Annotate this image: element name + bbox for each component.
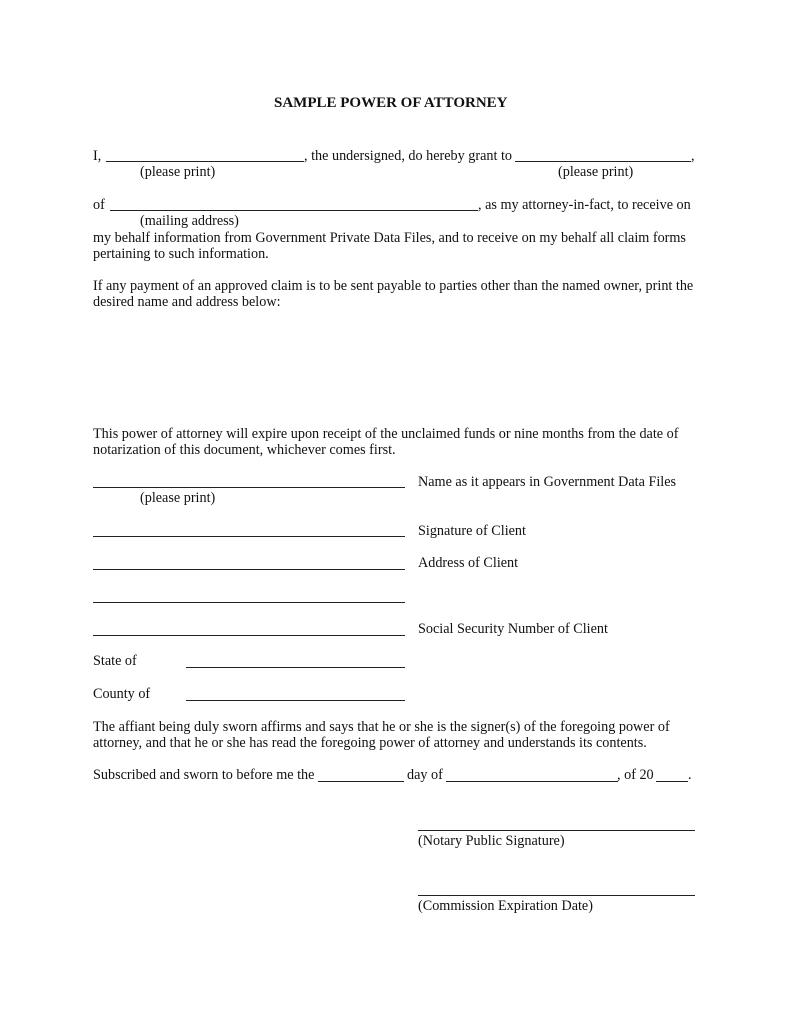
- client-address-field-1[interactable]: [93, 569, 405, 570]
- affiant-text-1: The affiant being duly sworn affirms and says that he or she is the signer(s) of the foregoing power of: [93, 719, 670, 735]
- payment-text-1: If any payment of an approved claim is to be sent payable to parties other than the named owner, print the: [93, 278, 694, 294]
- affiant-text-2: attorney, and that he or she has read the foregoing power of attorney and understands its contents.: [93, 735, 647, 751]
- sworn-period: .: [688, 767, 692, 783]
- notary-signature-field[interactable]: [418, 830, 695, 831]
- expiry-text-1: This power of attorney will expire upon receipt of the unclaimed funds or nine months from the date of: [93, 426, 679, 442]
- address-continuation-2: pertaining to such information.: [93, 246, 269, 262]
- attorney-print-hint: (please print): [558, 164, 634, 180]
- grantor-name-field[interactable]: [106, 161, 304, 162]
- client-signature-field[interactable]: [93, 536, 405, 537]
- client-name-label: Name as it appears in Government Data Files: [418, 474, 677, 490]
- payee-name-address-area[interactable]: [93, 316, 693, 416]
- client-ssn-field[interactable]: [93, 635, 405, 636]
- attorney-name-field[interactable]: [515, 161, 691, 162]
- sworn-month-field[interactable]: [446, 781, 618, 782]
- address-prefix: of: [93, 197, 105, 213]
- client-name-field[interactable]: [93, 487, 405, 488]
- grantor-print-hint: (please print): [140, 164, 216, 180]
- client-signature-label: Signature of Client: [418, 523, 526, 539]
- address-continuation-1: my behalf information from Government Private Data Files, and to receive on my behalf all claim forms: [93, 230, 686, 246]
- client-ssn-label: Social Security Number of Client: [418, 621, 608, 637]
- grant-suffix: ,: [691, 148, 695, 164]
- county-label: County of: [93, 686, 151, 702]
- commission-expiration-field[interactable]: [418, 895, 695, 896]
- page-title: SAMPLE POWER OF ATTORNEY: [274, 95, 508, 111]
- client-address-label: Address of Client: [418, 555, 519, 571]
- payment-text-2: desired name and address below:: [93, 294, 281, 310]
- state-field[interactable]: [186, 667, 405, 668]
- sworn-prefix: Subscribed and sworn to before me the: [93, 767, 315, 783]
- state-label: State of: [93, 653, 137, 669]
- sworn-year-field[interactable]: [656, 781, 688, 782]
- address-suffix: , as my attorney-in-fact, to receive on: [478, 197, 691, 213]
- mailing-address-field[interactable]: [110, 210, 478, 211]
- commission-expiration-label: (Commission Expiration Date): [418, 898, 593, 914]
- sworn-of-word: , of 20: [617, 767, 654, 783]
- client-address-field-2[interactable]: [93, 602, 405, 603]
- grant-prefix: I,: [93, 148, 102, 164]
- sworn-day-word: day of: [407, 767, 443, 783]
- sworn-day-field[interactable]: [318, 781, 404, 782]
- client-print-hint: (please print): [140, 490, 216, 506]
- expiry-text-2: notarization of this document, whichever comes first.: [93, 442, 396, 458]
- grant-middle-text: , the undersigned, do hereby grant to: [304, 148, 513, 164]
- notary-signature-label: (Notary Public Signature): [418, 833, 565, 849]
- mailing-address-hint: (mailing address): [140, 213, 239, 229]
- county-field[interactable]: [186, 700, 405, 701]
